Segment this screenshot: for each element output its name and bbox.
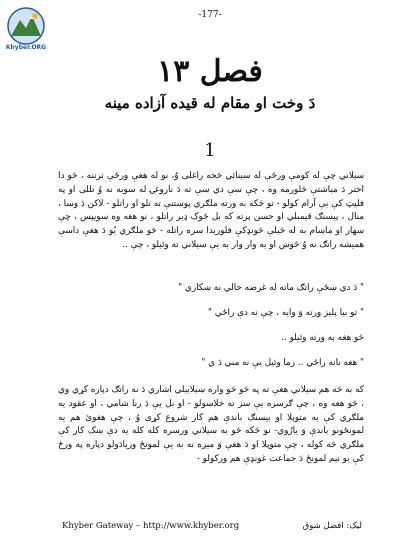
quote-4: " هغه نانه راځي .. زما وئیل یې نه مني دَ ي " [201, 358, 364, 368]
chapter-title: فصل ١٣ [157, 54, 263, 89]
quote-3: څو هغه به ورته وئیلو .. [281, 333, 364, 343]
quote-2: " تو بیا پلیز ورته وَ وایه ، چې نه دې راځي " [207, 308, 364, 318]
page-number: -177- [198, 10, 222, 20]
paragraph-2: که به څه هم سیلاني هغې ته په څو څو واره ښیلابیلي اشاري دَ نه راتګ دپاره کړي وي ، څو هغه وه ، چې ګرسره یې سر ته خلاسولو - او بل یې دَ رنا شامي ، او عقود یه ملګري کې یه متوپلا او بیسنګ باندې هم کار شروع کړی وُ ، چې هغوئ هم یه لمونځونو باندې وَ یارُوي- نو څکه څو به سیلاني ورسره کله کله یه دې ښک کار کې ملګري څه کوله ، چې متوپلا او دَ هغې وَ ميږه نه به یې لمونځ وریادَولو دپاره په ورځ کې یو نیم لمونځ دَ جماعت غونډې هم ورکولو - [58, 385, 364, 464]
section-number: 1 [204, 140, 216, 161]
paragraph-1: سیلاني چې له کومې ورځې له سینائي څخه راغلی وُ، نو له هغې ورځې ترننه ، څو دا اختر دَ میاشتې څلورمه وه ، چې سې دي سې ته دَ ناروغۍ له سوبه نه وُ تللی او په فلیټ کې یې آرام کولو - تو څکه به ورته ملګري پوښتنې ته تلو او راتلو - لاکن دَ وسا ، منال ، پیسنګ قیمبلي او حسن پرته که بل څوک ډیر راتلو ، نو هغه وه سویپس ، چې سهار او ماښام به له څیلې څونډکې فلوریدا سره راتله - څو ملګري یُو دَ هغې داسې همیشه راتګ نه وُ څوښ او یه وار وار به یې سیلاني ته وئیلو ، چې .. [58, 171, 364, 250]
chapter-subtitle: دَ وخت او مقام له قیده آزاده مینه [104, 94, 316, 112]
logo-text: Khyber.ORG [5, 44, 47, 51]
footer-author: لیک: افضل شوق [302, 521, 362, 531]
quote-1: " دَ دي ښځې راتګ ماته له غرضه خالي نه ښکاري " [178, 283, 364, 293]
footer-site-link[interactable]: Khyber Gateway – http://www.khyber.org [62, 521, 240, 531]
